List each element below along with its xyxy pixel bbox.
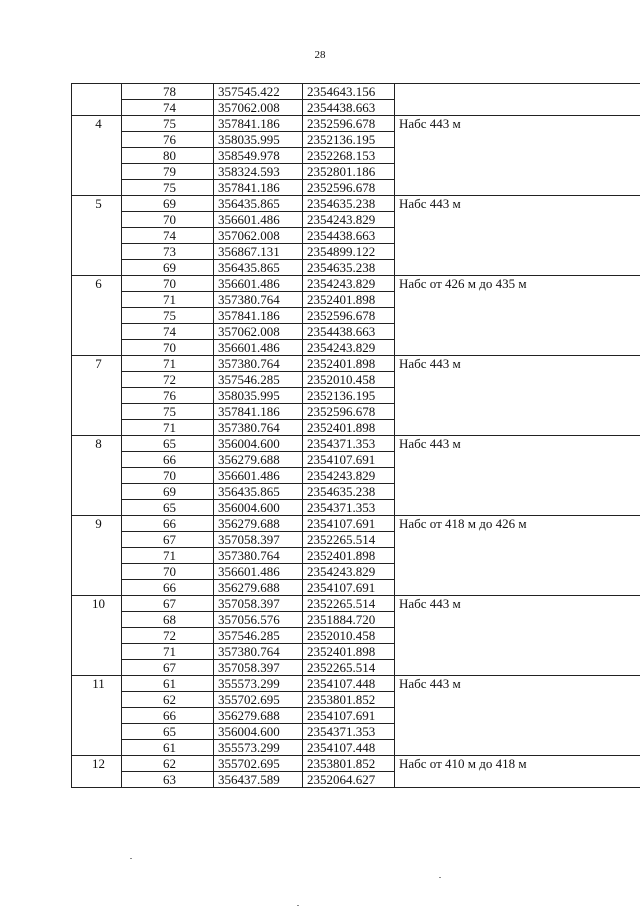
point-number-cell: 75 bbox=[122, 116, 214, 132]
x-coordinate-cell: 356279.688 bbox=[214, 516, 303, 532]
region-number-cell: 4 bbox=[72, 116, 122, 196]
point-number-cell: 66 bbox=[122, 452, 214, 468]
x-coordinate-cell: 357062.008 bbox=[214, 100, 303, 116]
x-coordinate-cell: 355573.299 bbox=[214, 676, 303, 692]
point-number-cell: 67 bbox=[122, 660, 214, 676]
y-coordinate-cell: 2354899.122 bbox=[303, 244, 395, 260]
absolute-height-note-cell: Набс 443 м bbox=[395, 596, 640, 676]
x-coordinate-cell: 358324.593 bbox=[214, 164, 303, 180]
point-number-cell: 67 bbox=[122, 596, 214, 612]
x-coordinate-cell: 357545.422 bbox=[214, 84, 303, 100]
y-coordinate-cell: 2352401.898 bbox=[303, 356, 395, 372]
table-row bbox=[72, 84, 640, 100]
x-coordinate-cell: 356279.688 bbox=[214, 452, 303, 468]
point-number-cell: 76 bbox=[122, 132, 214, 148]
point-number-cell: 63 bbox=[122, 772, 214, 788]
table-row bbox=[72, 756, 640, 772]
region-number-cell: 7 bbox=[72, 356, 122, 436]
x-coordinate-cell: 357546.285 bbox=[214, 372, 303, 388]
y-coordinate-cell: 2352064.627 bbox=[303, 772, 395, 788]
x-coordinate-cell: 357841.186 bbox=[214, 308, 303, 324]
point-number-cell: 80 bbox=[122, 148, 214, 164]
x-coordinate-cell: 355702.695 bbox=[214, 756, 303, 772]
y-coordinate-cell: 2352265.514 bbox=[303, 660, 395, 676]
y-coordinate-cell: 2352401.898 bbox=[303, 420, 395, 436]
x-coordinate-cell: 357380.764 bbox=[214, 420, 303, 436]
point-number-cell: 74 bbox=[122, 324, 214, 340]
y-coordinate-cell: 2352596.678 bbox=[303, 116, 395, 132]
x-coordinate-cell: 357380.764 bbox=[214, 356, 303, 372]
point-number-cell: 71 bbox=[122, 356, 214, 372]
absolute-height-note-cell: Набс от 418 м до 426 м bbox=[395, 516, 640, 596]
region-number-cell bbox=[72, 84, 122, 116]
point-number-cell: 66 bbox=[122, 580, 214, 596]
y-coordinate-cell: 2352596.678 bbox=[303, 404, 395, 420]
point-number-cell: 65 bbox=[122, 500, 214, 516]
y-coordinate-cell: 2354107.691 bbox=[303, 708, 395, 724]
y-coordinate-cell: 2354371.353 bbox=[303, 436, 395, 452]
x-coordinate-cell: 355573.299 bbox=[214, 740, 303, 756]
y-coordinate-cell: 2354243.829 bbox=[303, 276, 395, 292]
point-number-cell: 74 bbox=[122, 100, 214, 116]
x-coordinate-cell: 356437.589 bbox=[214, 772, 303, 788]
x-coordinate-cell: 356601.486 bbox=[214, 212, 303, 228]
point-number-cell: 70 bbox=[122, 276, 214, 292]
region-number-cell: 12 bbox=[72, 756, 122, 788]
x-coordinate-cell: 357841.186 bbox=[214, 180, 303, 196]
x-coordinate-cell: 357058.397 bbox=[214, 660, 303, 676]
x-coordinate-cell: 357056.576 bbox=[214, 612, 303, 628]
x-coordinate-cell: 357380.764 bbox=[214, 548, 303, 564]
point-number-cell: 71 bbox=[122, 548, 214, 564]
y-coordinate-cell: 2353801.852 bbox=[303, 756, 395, 772]
scan-speck bbox=[297, 905, 299, 906]
point-number-cell: 70 bbox=[122, 340, 214, 356]
point-number-cell: 75 bbox=[122, 308, 214, 324]
y-coordinate-cell: 2354107.448 bbox=[303, 676, 395, 692]
point-number-cell: 75 bbox=[122, 180, 214, 196]
y-coordinate-cell: 2352401.898 bbox=[303, 548, 395, 564]
coordinates-table-body bbox=[72, 84, 640, 788]
absolute-height-note-cell: Набс 443 м bbox=[395, 356, 640, 436]
x-coordinate-cell: 357546.285 bbox=[214, 628, 303, 644]
y-coordinate-cell: 2354107.691 bbox=[303, 516, 395, 532]
table-row bbox=[72, 276, 640, 292]
y-coordinate-cell: 2354243.829 bbox=[303, 340, 395, 356]
point-number-cell: 61 bbox=[122, 676, 214, 692]
region-number-cell: 11 bbox=[72, 676, 122, 756]
y-coordinate-cell: 2354107.448 bbox=[303, 740, 395, 756]
absolute-height-note-cell bbox=[395, 84, 640, 116]
region-number-cell: 5 bbox=[72, 196, 122, 276]
point-number-cell: 71 bbox=[122, 644, 214, 660]
x-coordinate-cell: 356004.600 bbox=[214, 500, 303, 516]
point-number-cell: 65 bbox=[122, 724, 214, 740]
table-row bbox=[72, 436, 640, 452]
y-coordinate-cell: 2352596.678 bbox=[303, 308, 395, 324]
x-coordinate-cell: 355702.695 bbox=[214, 692, 303, 708]
point-number-cell: 69 bbox=[122, 484, 214, 500]
point-number-cell: 72 bbox=[122, 628, 214, 644]
x-coordinate-cell: 358035.995 bbox=[214, 132, 303, 148]
table-row bbox=[72, 196, 640, 212]
x-coordinate-cell: 356004.600 bbox=[214, 436, 303, 452]
scan-speck bbox=[439, 877, 441, 878]
table-row bbox=[72, 116, 640, 132]
y-coordinate-cell: 2354438.663 bbox=[303, 228, 395, 244]
y-coordinate-cell: 2352596.678 bbox=[303, 180, 395, 196]
x-coordinate-cell: 356601.486 bbox=[214, 276, 303, 292]
page-number: 28 bbox=[314, 49, 326, 61]
point-number-cell: 62 bbox=[122, 756, 214, 772]
point-number-cell: 71 bbox=[122, 420, 214, 436]
point-number-cell: 74 bbox=[122, 228, 214, 244]
y-coordinate-cell: 2352136.195 bbox=[303, 388, 395, 404]
region-number-cell: 6 bbox=[72, 276, 122, 356]
x-coordinate-cell: 356601.486 bbox=[214, 468, 303, 484]
y-coordinate-cell: 2352268.153 bbox=[303, 148, 395, 164]
x-coordinate-cell: 357058.397 bbox=[214, 532, 303, 548]
absolute-height-note-cell: Набс от 426 м до 435 м bbox=[395, 276, 640, 356]
point-number-cell: 61 bbox=[122, 740, 214, 756]
x-coordinate-cell: 356601.486 bbox=[214, 340, 303, 356]
point-number-cell: 66 bbox=[122, 516, 214, 532]
region-number-cell: 8 bbox=[72, 436, 122, 516]
x-coordinate-cell: 358549.978 bbox=[214, 148, 303, 164]
y-coordinate-cell: 2354243.829 bbox=[303, 564, 395, 580]
x-coordinate-cell: 357380.764 bbox=[214, 292, 303, 308]
x-coordinate-cell: 357062.008 bbox=[214, 324, 303, 340]
table-row bbox=[72, 676, 640, 692]
point-number-cell: 68 bbox=[122, 612, 214, 628]
y-coordinate-cell: 2354243.829 bbox=[303, 212, 395, 228]
y-coordinate-cell: 2354643.156 bbox=[303, 84, 395, 100]
y-coordinate-cell: 2352401.898 bbox=[303, 644, 395, 660]
point-number-cell: 79 bbox=[122, 164, 214, 180]
table-row bbox=[72, 356, 640, 372]
table-row bbox=[72, 596, 640, 612]
scan-speck bbox=[130, 858, 132, 859]
x-coordinate-cell: 357841.186 bbox=[214, 404, 303, 420]
absolute-height-note-cell: Набс 443 м bbox=[395, 196, 640, 276]
y-coordinate-cell: 2354438.663 bbox=[303, 324, 395, 340]
x-coordinate-cell: 358035.995 bbox=[214, 388, 303, 404]
y-coordinate-cell: 2354107.691 bbox=[303, 452, 395, 468]
y-coordinate-cell: 2352801.186 bbox=[303, 164, 395, 180]
y-coordinate-cell: 2354635.238 bbox=[303, 260, 395, 276]
point-number-cell: 62 bbox=[122, 692, 214, 708]
table-row bbox=[72, 516, 640, 532]
point-number-cell: 65 bbox=[122, 436, 214, 452]
point-number-cell: 69 bbox=[122, 196, 214, 212]
y-coordinate-cell: 2354243.829 bbox=[303, 468, 395, 484]
y-coordinate-cell: 2354371.353 bbox=[303, 724, 395, 740]
x-coordinate-cell: 356601.486 bbox=[214, 564, 303, 580]
y-coordinate-cell: 2352136.195 bbox=[303, 132, 395, 148]
point-number-cell: 70 bbox=[122, 564, 214, 580]
x-coordinate-cell: 357062.008 bbox=[214, 228, 303, 244]
y-coordinate-cell: 2354438.663 bbox=[303, 100, 395, 116]
y-coordinate-cell: 2352265.514 bbox=[303, 532, 395, 548]
x-coordinate-cell: 356279.688 bbox=[214, 708, 303, 724]
x-coordinate-cell: 356004.600 bbox=[214, 724, 303, 740]
point-number-cell: 71 bbox=[122, 292, 214, 308]
x-coordinate-cell: 356435.865 bbox=[214, 196, 303, 212]
x-coordinate-cell: 357058.397 bbox=[214, 596, 303, 612]
region-number-cell: 10 bbox=[72, 596, 122, 676]
point-number-cell: 78 bbox=[122, 84, 214, 100]
coordinates-table bbox=[71, 83, 640, 788]
point-number-cell: 76 bbox=[122, 388, 214, 404]
point-number-cell: 69 bbox=[122, 260, 214, 276]
region-number-cell: 9 bbox=[72, 516, 122, 596]
y-coordinate-cell: 2351884.720 bbox=[303, 612, 395, 628]
x-coordinate-cell: 356279.688 bbox=[214, 580, 303, 596]
point-number-cell: 75 bbox=[122, 404, 214, 420]
absolute-height-note-cell: Набс 443 м bbox=[395, 676, 640, 756]
point-number-cell: 67 bbox=[122, 532, 214, 548]
y-coordinate-cell: 2352010.458 bbox=[303, 628, 395, 644]
y-coordinate-cell: 2354635.238 bbox=[303, 484, 395, 500]
x-coordinate-cell: 357380.764 bbox=[214, 644, 303, 660]
y-coordinate-cell: 2352401.898 bbox=[303, 292, 395, 308]
absolute-height-note-cell: Набс 443 м bbox=[395, 436, 640, 516]
y-coordinate-cell: 2352265.514 bbox=[303, 596, 395, 612]
y-coordinate-cell: 2353801.852 bbox=[303, 692, 395, 708]
x-coordinate-cell: 356435.865 bbox=[214, 484, 303, 500]
y-coordinate-cell: 2352010.458 bbox=[303, 372, 395, 388]
x-coordinate-cell: 357841.186 bbox=[214, 116, 303, 132]
y-coordinate-cell: 2354371.353 bbox=[303, 500, 395, 516]
x-coordinate-cell: 356867.131 bbox=[214, 244, 303, 260]
point-number-cell: 66 bbox=[122, 708, 214, 724]
point-number-cell: 70 bbox=[122, 468, 214, 484]
y-coordinate-cell: 2354635.238 bbox=[303, 196, 395, 212]
absolute-height-note-cell: Набс от 410 м до 418 м bbox=[395, 756, 640, 788]
point-number-cell: 73 bbox=[122, 244, 214, 260]
absolute-height-note-cell: Набс 443 м bbox=[395, 116, 640, 196]
y-coordinate-cell: 2354107.691 bbox=[303, 580, 395, 596]
point-number-cell: 70 bbox=[122, 212, 214, 228]
x-coordinate-cell: 356435.865 bbox=[214, 260, 303, 276]
point-number-cell: 72 bbox=[122, 372, 214, 388]
